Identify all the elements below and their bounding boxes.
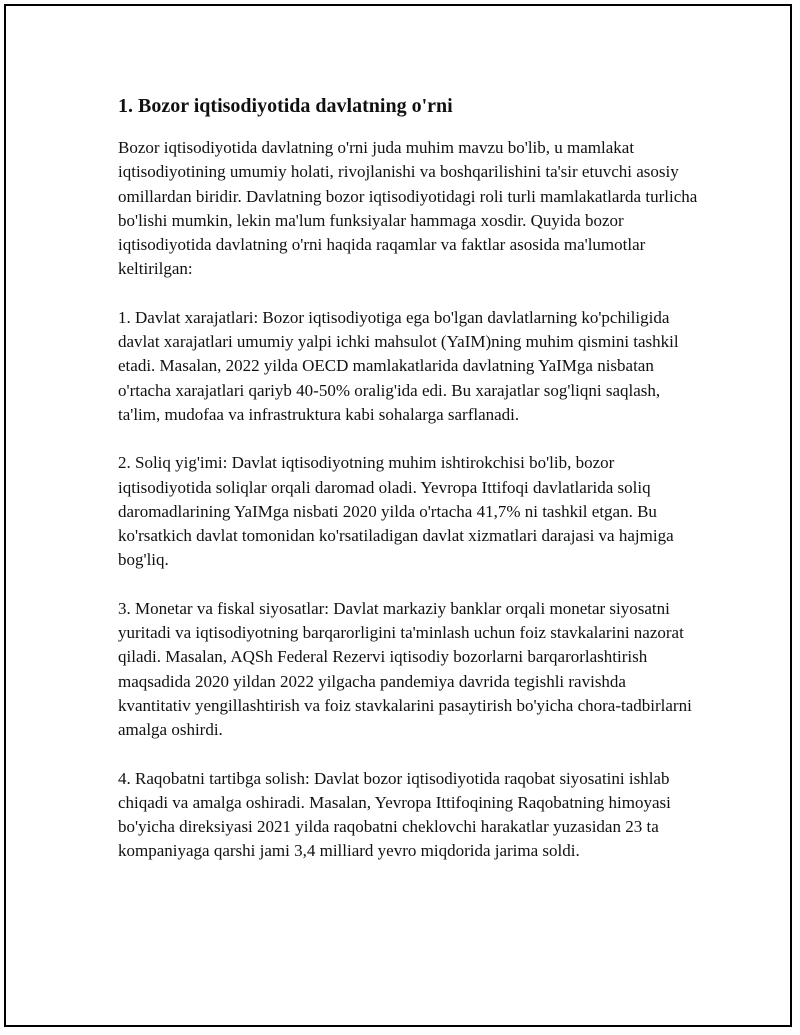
paragraph-tax-collection: 2. Soliq yig'imi: Davlat iqtisodiyotning muhim ishtirokchisi bo'lib, bozor iqtisodiyotida soliqlar orqali daromad oladi. Yevropa Ittifoqi davlatlarida soliq daromadlarining YaIMga nisbati 2020 yilda o'rtacha 41,7% ni tashkil etgan. Bu ko'rsatkich davlat tomonidan ko'rsatiladigan davlat xizmatlari darajasi va hajmiga bog'liq. — [118, 453, 674, 570]
document-body — [118, 92, 698, 888]
paragraph-monetary-fiscal-policy: 3. Monetar va fiskal siyosatlar: Davlat markaziy banklar orqali monetar siyosatni yuritadi va iqtisodiyotning barqarorligini ta'minlash uchun foiz stavkalarini nazorat qiladi. Masalan, AQSh Federal Rezervi iqtisodiy bozorlarni barqarorlashtirish maqsadida 2020 yildan 2022 yilgacha pandemiya davrida tegishli ravishda kvantitativ yengillashtirish va foiz stavkalarini pasaytirish bo'yicha chora-tadbirlarni amalga oshirdi. — [118, 598, 692, 740]
paragraph-government-spending: 1. Davlat xarajatlari: Bozor iqtisodiyotiga ega bo'lgan davlatlarning ko'pchiligida davlat xarajatlari umumiy yalpi ichki mahsulot (YaIM)ning muhim qismini tashkil etadi. Masalan, 2022 yilda OECD mamlakatlarida davlatning YaIMga nisbatan o'rtacha xarajatlari qariyb 40-50% oralig'ida edi. Bu xarajatlar sog'liqni saqlash, ta'lim, mudofaa va infrastruktura kabi sohalarga sarflanadi. — [118, 307, 679, 424]
paragraph-competition-regulation: 4. Raqobatni tartibga solish: Davlat bozor iqtisodiyotida raqobat siyosatini ishlab chiqadi va amalga oshiradi. Masalan, Yevropa Ittifoqining Raqobatning himoyasi bo'yicha direksiyasi 2021 yilda raqobatni cheklovchi harakatlar yuzasidan 23 ta kompaniyaga qarshi jami 3,4 milliard yevro miqdorida jarima soldi. — [118, 768, 671, 861]
section-title: 1. Bozor iqtisodiyotida davlatning o'rni — [118, 95, 453, 117]
intro-paragraph: Bozor iqtisodiyotida davlatning o'rni juda muhim mavzu bo'lib, u mamlakat iqtisodiyotining umumiy holati, rivojlanishi va boshqarilishini ta'sir etuvchi asosiy omillardan biridir. Davlatning bozor iqtisodiyotidagi roli turli mamlakatlarda turlicha bo'lishi mumkin, lekin ma'lum funksiyalar hammaga xosdir. Quyida bozor iqtisodiyotida davlatning o'rni haqida raqamlar va faktlar asosida ma'lumotlar keltirilgan: — [118, 138, 698, 279]
